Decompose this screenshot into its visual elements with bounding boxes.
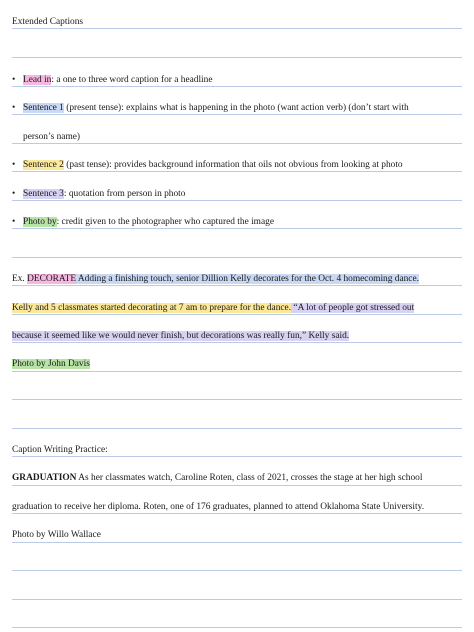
bullet-text: : a one to three word caption for a headline (51, 75, 213, 85)
rule-line (12, 399, 462, 400)
example-line-1 (12, 273, 464, 285)
bullet-lead-in (23, 74, 463, 86)
practice-line-1 (12, 472, 464, 484)
example-sentence-3-start: “A lot of people got stressed out (291, 303, 415, 313)
rule-line (12, 57, 462, 58)
bullet-sentence-1 (23, 102, 463, 114)
bullet-glyph: • (12, 103, 16, 113)
bullet-photo-by (23, 216, 463, 228)
rule-line (12, 114, 462, 115)
bullet-glyph: • (12, 160, 16, 170)
bullet-text: : quotation from person in photo (63, 189, 186, 199)
rule-line (12, 143, 462, 144)
practice-line-2: graduation to receive her diploma. Roten, one of 176 graduates, planned to attend Oklahoma State University. (12, 502, 425, 512)
bullet-text: (past tense): provides background information that oils not obvious from looking at photo (63, 160, 403, 170)
rule-line (12, 513, 462, 514)
example-lead-in: DECORATE (27, 274, 77, 284)
bullet-text: (present tense): explains what is happening in the photo (want action verb) (don’t start with (63, 103, 409, 113)
practice-lead-in: GRADUATION (12, 473, 77, 483)
example-prefix: Ex. (12, 274, 28, 284)
bullet-text: : credit given to the photographer who captured the image (56, 217, 274, 227)
practice-photo-credit: Photo by Willo Wallace (12, 530, 101, 540)
rule-line (12, 542, 462, 543)
example-line-3 (12, 330, 464, 342)
practice-text: As her classmates watch, Caroline Roten, class of 2021, crosses the stage at her high school (76, 473, 423, 483)
rule-line (12, 428, 462, 429)
example-line-2 (12, 302, 464, 314)
bullet-glyph: • (12, 189, 16, 199)
bullet-sentence-2 (23, 159, 463, 171)
rule-line (12, 342, 462, 343)
example-credit-line (12, 358, 464, 370)
bullet-sentence-3 (23, 188, 463, 200)
term-photo-by: Photo by (23, 217, 57, 227)
rule-line (12, 485, 462, 486)
term-lead-in: Lead in (23, 75, 52, 85)
rule-line (12, 456, 462, 457)
rule-line (12, 171, 462, 172)
rule-line (12, 285, 462, 286)
term-sentence-2: Sentence 2 (23, 160, 64, 170)
rule-line (12, 28, 462, 29)
bullet-glyph: • (12, 217, 16, 227)
bullet-glyph: • (12, 75, 16, 85)
term-sentence-1: Sentence 1 (23, 103, 64, 113)
rule-line (12, 200, 462, 201)
example-photo-credit: Photo by John Davis (12, 359, 90, 369)
rule-line (12, 257, 462, 258)
rule-line (12, 599, 462, 600)
rule-line (12, 570, 462, 571)
rule-line (12, 371, 462, 372)
bullet-text-continued: person’s name) (23, 132, 81, 142)
example-sentence-1: Adding a finishing touch, senior Dillion Kelly decorates for the Oct. 4 homecoming dance. (76, 274, 419, 284)
rule-line (12, 314, 462, 315)
rule-line (12, 228, 462, 229)
rule-line (12, 86, 462, 87)
rule-line (12, 627, 462, 628)
example-sentence-3-end: because it seemed like we would never finish, but decorations was really fun,” Kelly said. (12, 331, 350, 341)
page-title: Extended Captions (12, 17, 84, 27)
example-sentence-2: Kelly and 5 classmates started decorating at 7 am to prepare for the dance. (12, 303, 292, 313)
practice-heading: Caption Writing Practice: (12, 445, 108, 455)
term-sentence-3: Sentence 3 (23, 189, 64, 199)
